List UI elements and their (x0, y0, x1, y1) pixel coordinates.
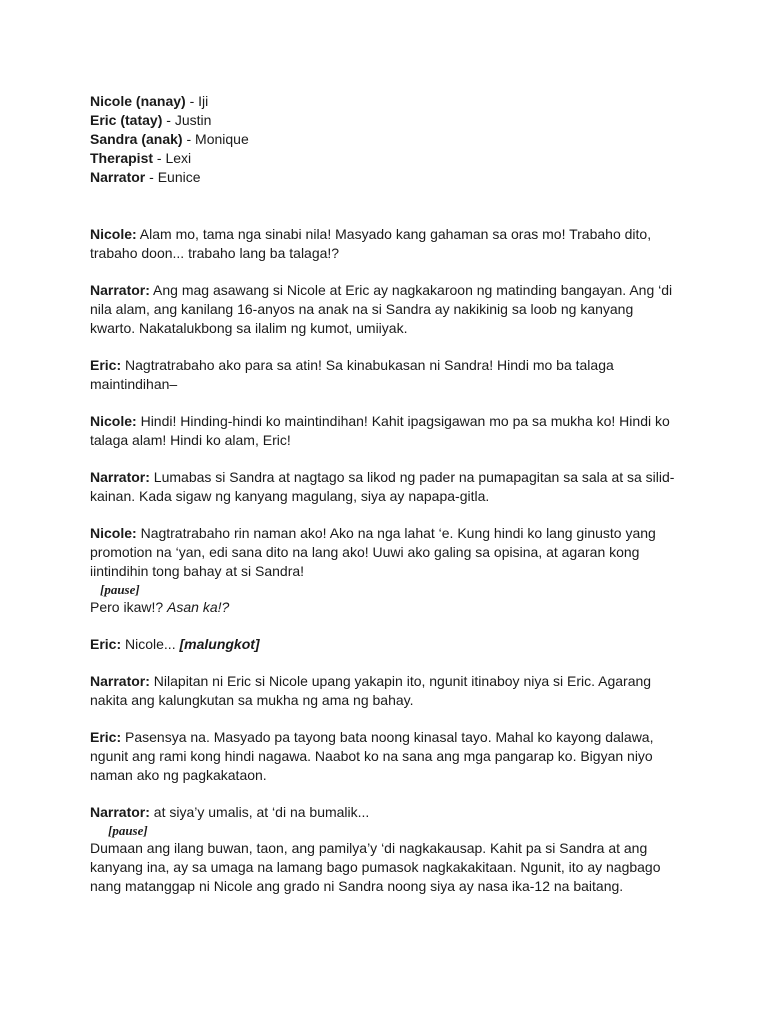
dialogue-line (90, 803, 680, 822)
speaker-name: Eric: (90, 636, 122, 652)
dialogue-line (90, 356, 680, 394)
continuation-text: Pero ikaw!? (90, 599, 168, 615)
dialogue-text: Nagtratrabaho rin naman ako! Ako na nga lahat ‘e. Kung hindi ko lang ginusto yang promotion na ‘yan, edi sana dito na lang ako! Uuwi ako galing sa opisina, at agaran kong iintindihin tong bahay at si Sandra! (90, 525, 656, 579)
dialogue-text: Lumabas si Sandra at nagtago sa likod ng pader na pumapagitan sa sala at sa silid-kainan. Kada sigaw ng kanyang magulang, siya ay napapa-gitla. (90, 469, 675, 504)
cast-line (90, 149, 680, 168)
speaker-name: Narrator: (90, 469, 150, 485)
dialogue-text: Nicole... (121, 636, 180, 652)
cast-role: Eric (tatay) (90, 112, 163, 128)
dialogue-line (90, 672, 680, 710)
dialogue-line (90, 225, 680, 263)
dialogue-text: Nilapitan ni Eric si Nicole upang yakapin ito, ngunit itinaboy niya si Eric. Agarang nakita ang kalungkutan sa mukha ng ama ng bahay. (90, 673, 652, 708)
cast-line (90, 130, 680, 149)
cast-role: Therapist (90, 150, 154, 166)
dialogue-text: Nagtratrabaho ako para sa atin! Sa kinabukasan ni Sandra! Hindi mo ba talaga maintindihan– (90, 357, 614, 392)
cast-separator: - (153, 150, 166, 166)
dialogue-text: Pasensya na. Masyado pa tayong bata noong kinasal tayo. Mahal ko kayong dalawa, ngunit ang rami kong hindi nagawa. Naabot ko na sana ang mga pangarap ko. Bigyan niyo naman ako ng pagkakataon. (90, 729, 654, 783)
cast-actor: Eunice (157, 169, 201, 185)
speaker-name: Nicole: (90, 226, 137, 242)
cast-separator: - (145, 169, 158, 185)
speaker-name: Narrator: (90, 282, 150, 298)
cast-separator: - (185, 93, 199, 109)
cast-actor: Monique (195, 131, 249, 147)
speaker-name: Eric: (90, 357, 122, 373)
cast-line (90, 111, 680, 130)
dialogue-text: Alam mo, tama nga sinabi nila! Masyado kang gahaman sa oras mo! Trabaho dito, trabaho doon... trabaho lang ba talaga!? (90, 226, 652, 261)
speaker-name: Nicole: (90, 413, 137, 429)
speaker-name: Narrator: (90, 804, 150, 820)
cast-line (90, 168, 680, 187)
dialogue-text: Hindi! Hinding-hindi ko maintindihan! Kahit ipagsigawan mo pa sa mukha ko! Hindi ko talaga alam! Hindi ko alam, Eric! (90, 413, 670, 448)
cast-role: Narrator (90, 169, 146, 185)
cast-role: Sandra (anak) (90, 131, 183, 147)
stage-direction: [pause] (108, 823, 148, 838)
stage-direction: [pause] (100, 582, 140, 597)
cast-role: Nicole (nanay) (90, 93, 186, 109)
cast-actor: Iji (198, 93, 209, 109)
speaker-name: Eric: (90, 729, 122, 745)
speaker-name: Nicole: (90, 525, 137, 541)
cast-separator: - (162, 112, 175, 128)
dialogue-line (90, 524, 680, 581)
cast-line (90, 92, 680, 111)
dialogue-text: Ang mag asawang si Nicole at Eric ay nagkakaroon ng matinding bangayan. Ang ‘di nila alam, ang kanilang 16-anyos na anak na si Sandra ay nakikinig sa loob ng kanyang kwarto. Nakatalukbong sa ilalim ng kumot, umiiyak. (90, 282, 673, 336)
cast-list (90, 92, 680, 187)
cast-actor: Lexi (165, 150, 192, 166)
speaker-name: Narrator: (90, 673, 150, 689)
dialogue-text: at siya’y umalis, at ‘di na bumalik... (149, 804, 370, 820)
dialogue-continuation (90, 598, 680, 617)
continuation-italic-text: Asan ka!? (167, 599, 230, 615)
stage-direction-inline: [malungkot] (179, 636, 260, 652)
dialogue-line (90, 412, 680, 450)
cast-separator: - (182, 131, 196, 147)
dialogue-line (90, 281, 680, 338)
script-page (90, 92, 680, 914)
dialogue-line (90, 468, 680, 506)
dialogue-line (90, 635, 680, 654)
dialogue-line (90, 728, 680, 785)
cast-actor: Justin (174, 112, 212, 128)
narration-continuation: Dumaan ang ilang buwan, taon, ang pamilya’y ‘di nagkakausap. Kahit pa si Sandra at ang kanyang ina, ay sa umaga na lamang bago pumasok nagkakakitaan. Ngunit, ito ay nagbago nang matanggap ni Nicole ang grado ni Sandra noong siya ay nasa ika-12 na baitang. (90, 840, 661, 894)
